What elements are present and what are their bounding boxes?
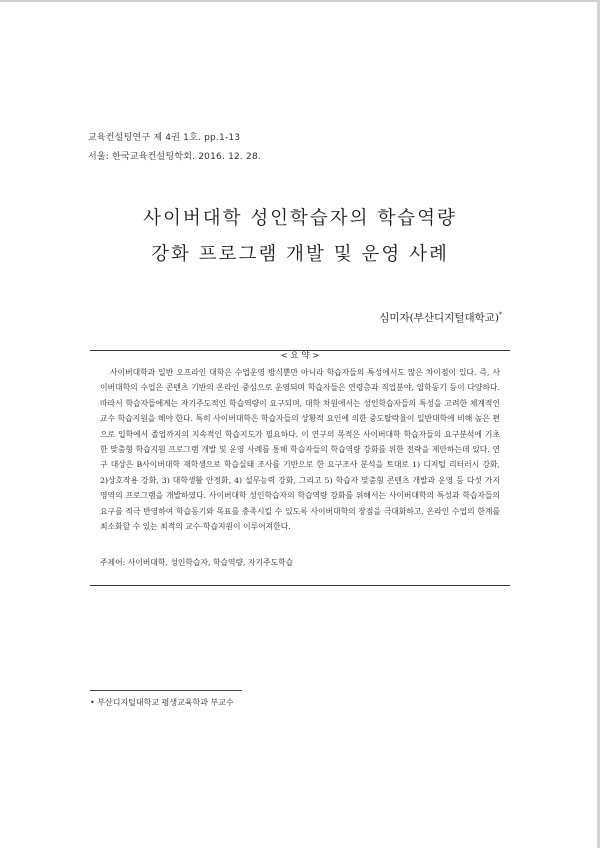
abstract-heading-wrap — [0, 345, 600, 363]
page-top-edge — [0, 0, 600, 2]
footnote: • 부산디지털대학교 평생교육학과 부교수 — [90, 698, 234, 707]
abstract-body: 사이버대학과 일반 오프라인 대학은 수업운영 방식뿐만 아니라 학습자들의 특성에서도 많은 차이점이 있다. 즉, 사이버대학의 수업은 콘텐츠 기반의 온라인 중심으로 운영되며 학습자들은 연령층과 직업분야, 입학동기 등이 다양하다. 따라서 학습자들에게는 자기주도적인 학습역량이 요구되며, 대학 차원에서는 성인학습자들의 특성을 고려한 체계적인 교수 학습지원을 해야 한다. 특히 사이버대학은 학습자들의 상황적 요인에 의한 중도탈락율이 일반대학에 비해 높은 편으로 입학에서 졸업까지의 지속적인 학습지도가 필요하다. 이 연구의 목적은 사이버대학 학습자들의 요구분석에 기초한 맞춤형 학습지원 프로그램 개발 및 운영 사례를 통해 학습자들의 학습역량 강화를 위한 전략을 제안하는데 있다. 연구 대상은 B사이버대학 재학생으로 학습실태 조사를 기반으로 한 요구조사 분석을 토대로 1) 디지털 리터러시 강화, 2)상호작용 강화, 3) 대학생활 안정화, 4) 설무능력 강화, 그리고 5) 학습자 맞춤형 콘텐츠 개발과 운영 등 다섯 가지 영역의 프로그램을 개발하였다. 사이버대학 성인학습자의 학습역량 강화를 위해서는 사이버대학의 특성과 학습자들의 요구를 적극 반영하여 학습동기와 목표를 충족시킬 수 있도록 사이버대학의 장점을 극대화하고, 온라인 수업의 한계를 최소화할 수 있는 최적의 교수-학습지원이 이루어져한다. — [100, 368, 500, 532]
paper-title-line-1: 사이버대학 성인학습자의 학습역량 — [143, 208, 457, 229]
author-name: 심미자(부산디지털대학교) — [379, 312, 499, 324]
publisher-citation: 서울: 한국교육컨설팅학회. 2016. 12. 28. — [88, 152, 261, 162]
author-affiliation — [379, 310, 502, 325]
abstract-bottom-rule — [90, 585, 510, 586]
keywords: 주제어: 사이버대학, 성인학습자, 학습역량, 자기주도학습 — [100, 558, 294, 567]
paper-title-line-2: 강화 프로그램 개발 및 운영 사례 — [151, 244, 449, 265]
footnote-rule — [90, 690, 242, 691]
author-footnote-mark: * — [499, 311, 502, 319]
abstract-heading: < 요 약 > — [273, 351, 328, 362]
journal-citation: 교육컨설팅연구 제 4권 1호. pp.1-13 — [88, 133, 241, 143]
